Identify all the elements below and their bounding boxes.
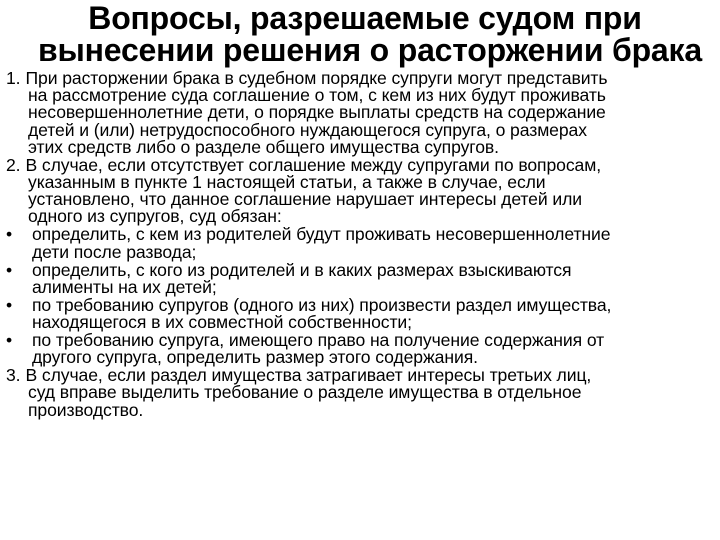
bullet-item-1: [6, 226, 714, 260]
item-text-line: суд вправе выделить требование о разделе имущества в отдельное: [28, 382, 582, 403]
item-number: 3.: [6, 365, 21, 386]
numbered-item-1: [6, 70, 714, 156]
item-text-line: детей и (или) нетрудоспособного нуждающегося супруга, о размерах: [28, 119, 587, 140]
item-text-line: При расторжении брака в судебном порядке супруги могут представить: [25, 68, 608, 88]
item-text-line: определить, с кем из родителей будут проживать несовершеннолетние: [32, 224, 611, 245]
item-text-line: одного из супругов, суд обязан:: [28, 206, 282, 227]
item-text-line: алименты на их детей;: [32, 276, 217, 297]
item-text-line: указанным в пункте 1 настоящей статьи, а также в случае, если: [28, 172, 546, 193]
item-text-line: В случае, если отсутствует соглашение между супругами по вопросам,: [25, 154, 602, 175]
title-line-2: вынесении решения о расторжении брака: [38, 32, 702, 68]
item-number: 1.: [6, 68, 21, 88]
item-text-line: производство.: [28, 399, 144, 420]
bullet-item-2: [6, 259, 714, 297]
item-text-line: В случае, если раздел имущества затрагивает интересы третьих лиц,: [25, 365, 592, 386]
bullet-marker: •: [6, 294, 13, 315]
item-text-line: этих средств либо о разделе общего имущества супругов.: [28, 136, 499, 157]
bullet-marker: •: [6, 224, 13, 245]
slide-title: [0, 2, 720, 66]
bullet-marker: •: [6, 330, 13, 351]
numbered-item-3: [6, 367, 714, 419]
slide-body: [6, 70, 714, 420]
item-text-line: находящегося в их совместной собственности;: [32, 312, 412, 333]
item-text-line: несовершеннолетние дети, о порядке выплаты средств на содержание: [28, 102, 606, 123]
item-text-line: на рассмотрение суда соглашение о том, с кем из них будут проживать: [28, 85, 606, 106]
numbered-item-2: [6, 154, 714, 227]
bullet-item-3: [6, 294, 714, 333]
item-text-line: дети после развода;: [32, 241, 197, 262]
item-text-line: установлено, что данное соглашение нарушает интересы детей или: [28, 189, 582, 210]
item-text-line: по требованию супругов (одного из них) произвести раздел имущества,: [32, 294, 612, 315]
item-text-line: определить, с кого из родителей и в каких размерах взыскиваются: [32, 259, 572, 280]
item-number: 2.: [6, 154, 21, 175]
title-line-1: Вопросы, разрешаемые судом при: [88, 0, 642, 36]
bullet-item-4: [6, 332, 714, 366]
item-text-line: другого супруга, определить размер этого содержания.: [32, 347, 478, 368]
item-text-line: по требованию супруга, имеющего право на получение содержания от: [32, 330, 605, 351]
bullet-marker: •: [6, 259, 13, 280]
